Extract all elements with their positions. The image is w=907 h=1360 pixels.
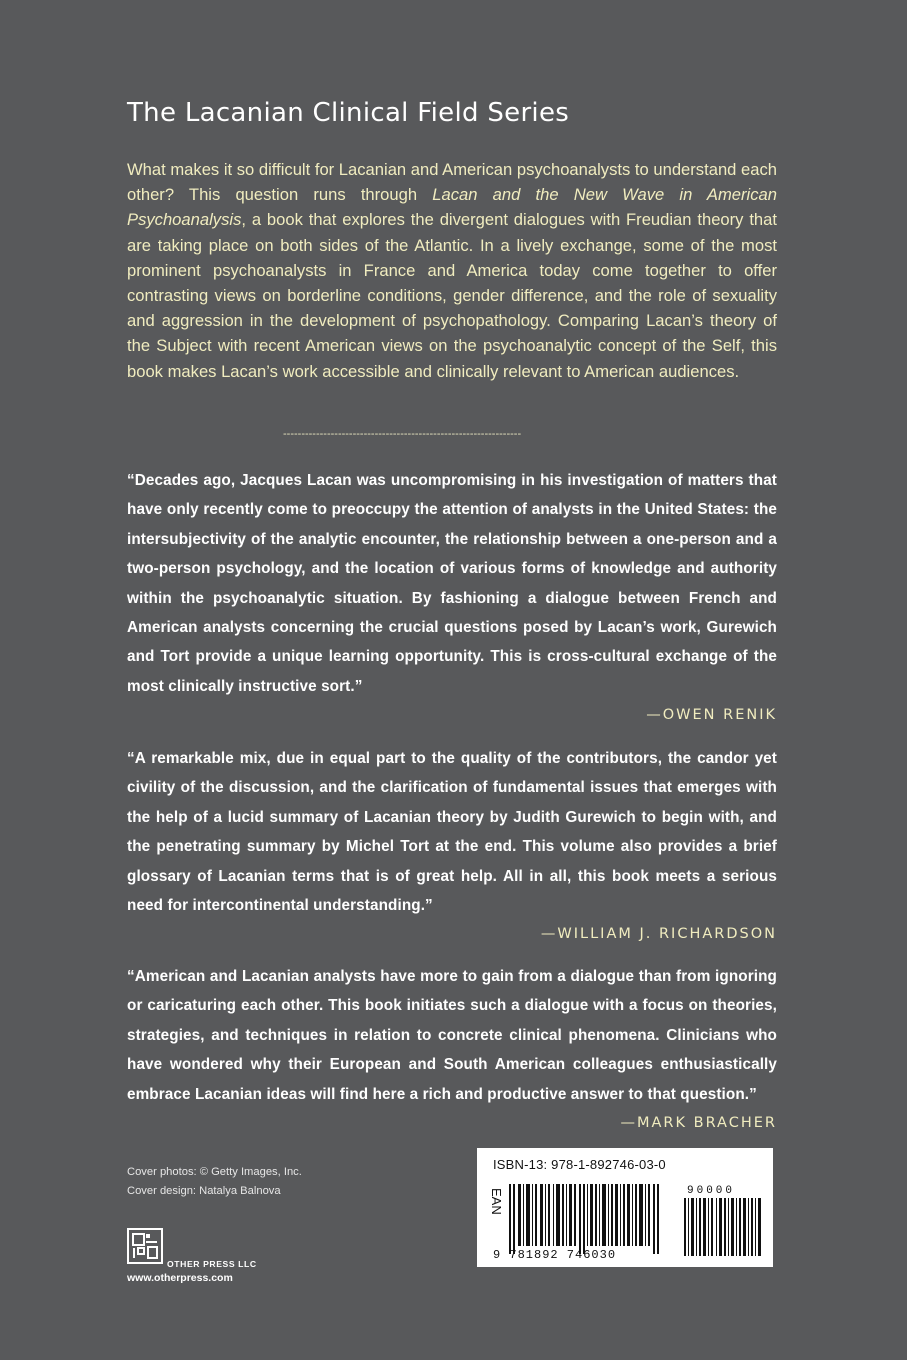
blurb-attribution-1: —OWEN RENIK	[646, 707, 777, 723]
section-divider: -----------------------------------------------------------------	[283, 428, 522, 440]
addon-digits: 90000	[687, 1185, 736, 1197]
blurb-quote-3: “American and Lacanian analysts have more to gain from a dialogue than from ignoring or caricaturing each other. This book initiates such a dialogue with a focus on theories, strategies, and techniques in relation to concrete clinical phenomena. Clinicians who have wondered why their European and South American colleagues enthusiastically embrace Lacanian ideas will find here a rich and productive answer to that question.”	[127, 968, 777, 1103]
isbn-barcode	[477, 1148, 773, 1267]
blurb-quote-1: “Decades ago, Jacques Lacan was uncompromising in his investigation of matters that have only recently come to preoccupy the attention of analysts in the United States: the intersubjectivity of the analytic encounter, the relationship between a one-person and a two-person psychology, and the location of various forms of knowledge and authority within the psychoanalytic situation. By fashioning a dialogue between French and American analysts concerning the crucial questions posed by Lacan’s work, Gurewich and Tort provide a unique learning opportunity. This is cross-cultural exchange of the most clinically instructive sort.”	[127, 472, 777, 695]
isbn-number: ISBN-13: 978-1-892746-03-0	[493, 1157, 666, 1172]
series-title: The Lacanian Clinical Field Series	[127, 98, 570, 128]
description-part1: What makes it so difficult for Lacanian and American psychoanalysts to understand each other? This question runs through	[127, 160, 777, 205]
design-credit: Cover design: Natalya Balnova	[127, 1185, 281, 1197]
blurb-quote-2: “A remarkable mix, due in equal part to the quality of the contributors, the candor yet civility of the discussion, and the clarification of fundamental issues that emerges with the help of a lucid summary of Lacanian theory by Judith Gurewich to begin with, and the penetrating summary by Michel Tort at the end. This volume also provides a brief glossary of Lacanian terms that is of great help. All in all, this book meets a serious need for intercontinental understanding.”	[127, 750, 777, 915]
ean-barcode-bars	[507, 1184, 667, 1256]
book-description	[127, 157, 777, 384]
publisher-name: OTHER PRESS LLC	[167, 1259, 257, 1269]
publisher-website: www.otherpress.com	[127, 1272, 233, 1284]
blurb-attribution-2: —WILLIAM J. RICHARDSON	[540, 926, 777, 942]
description-part2: , a book that explores the divergent dialogues with Freudian theory that are taking place on both sides of the Atlantic. In a lively exchange, some of the most prominent psychoanalysts in France and America today come together to offer contrasting views on borderline conditions, gender difference, and the role of sexuality and aggression in the development of psychopathology. Comparing Lacan’s theory of the Subject with recent American views on the psychoanalytic concept of the Self, this book makes Lacan’s work accessible and clinically relevant to American audiences.	[127, 210, 777, 381]
ean-digits: 9 781892 746030	[493, 1248, 617, 1262]
ean-label: EAN	[489, 1188, 504, 1215]
addon-barcode-bars	[683, 1198, 763, 1258]
blurb-attribution-3: —MARK BRACHER	[620, 1115, 777, 1131]
other-press-logo-icon	[127, 1228, 163, 1264]
photo-credit: Cover photos: © Getty Images, Inc.	[127, 1166, 302, 1178]
book-title: Lacan and the New Wave in American Psychoanalysis	[127, 185, 777, 230]
cover-credits	[127, 1163, 302, 1201]
